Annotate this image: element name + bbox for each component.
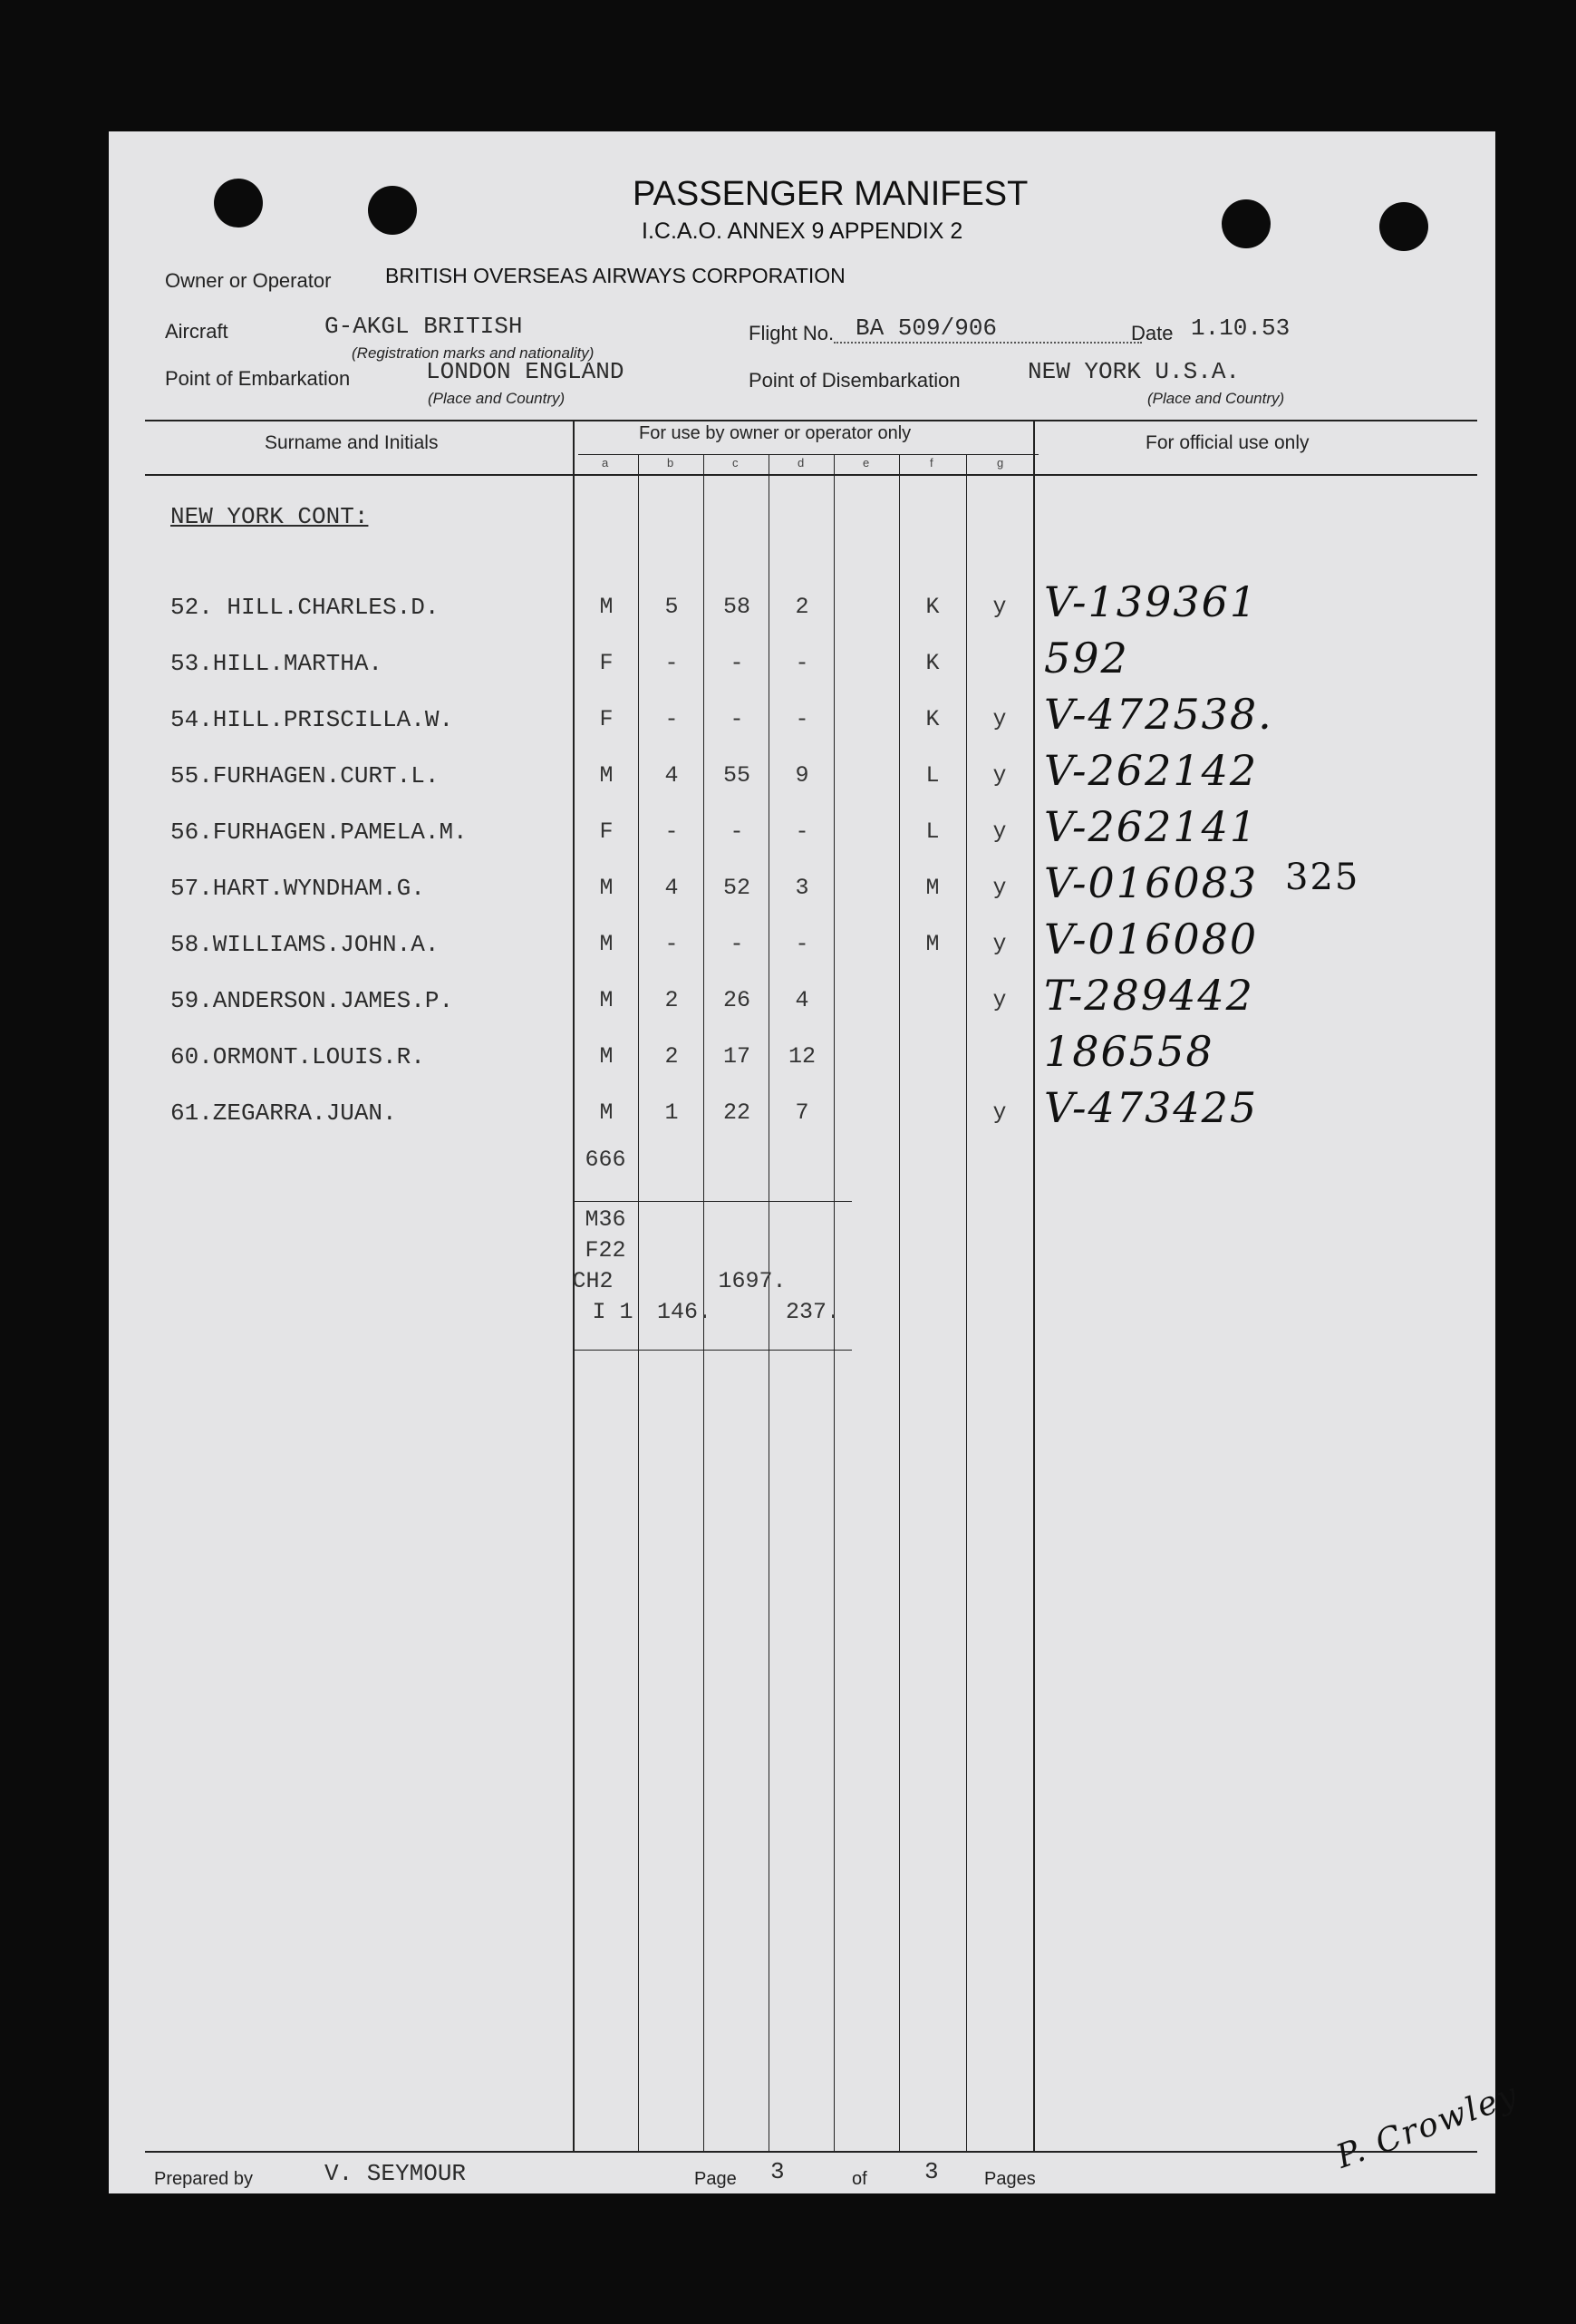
passenger-name: 55.FURHAGEN.CURT.L. [170,762,440,789]
cell-d: - [795,818,809,845]
official-number: V-473425 [1044,1083,1259,1132]
cell-c: 26 [722,987,750,1013]
cell-c: - [730,650,744,676]
owner-value: BRITISH OVERSEAS AIRWAYS CORPORATION [385,264,846,287]
passenger-name: 61.ZEGARRA.JUAN. [170,1099,397,1127]
col-header-official: For official use only [1146,432,1310,453]
cell-g: y [992,987,1007,1013]
total-b: 146. [656,1299,711,1325]
official-number: V-262141 [1044,802,1259,851]
passenger-name: 56.FURHAGEN.PAMELA.M. [170,818,468,846]
cell-d: 9 [795,762,809,789]
aircraft-value: G-AKGL BRITISH [324,313,523,340]
of-value: 3 [924,2158,939,2185]
passenger-name: 52. HILL.CHARLES.D. [170,594,440,621]
cell-g: y [992,875,1007,901]
owner-label: Owner or Operator [165,269,332,292]
cell-a: M [599,1043,614,1070]
pages-label: Pages [984,2169,1036,2189]
total-c: 1697. [718,1268,787,1294]
passenger-name: 53.HILL.MARTHA. [170,650,383,677]
cell-f: L [925,818,940,845]
punch-hole [1379,202,1428,251]
page-title: PASSENGER MANIFEST [633,175,1029,213]
cell-c: - [730,818,744,845]
punch-hole [214,179,263,228]
prepared-label: Prepared by [154,2169,253,2189]
disembark-label: Point of Disembarkation [749,369,961,392]
official-number: V-262142 [1044,746,1259,795]
cell-b: - [664,650,679,676]
official-number: V-016083 [1044,858,1259,907]
cell-b: 4 [664,875,679,901]
manifest-sheet [109,131,1523,2193]
aircraft-note: (Registration marks and nationality) [352,344,595,362]
of-label: of [852,2169,867,2189]
cell-a: F [599,706,614,732]
official-extra-note: 325 [1285,857,1360,898]
cell-b: - [664,706,679,732]
subcol-label: f [930,456,933,470]
cell-b: 5 [664,594,679,620]
cell-b: - [664,931,679,957]
official-number: 592 [1044,634,1129,683]
subcol-label: a [602,456,609,470]
total-f: F22 [585,1237,626,1264]
subcol-label: c [732,456,739,470]
subcol-label: d [798,456,805,470]
cell-g: y [992,762,1007,789]
cell-d: 7 [795,1099,809,1126]
aircraft-label: Aircraft [165,320,228,343]
punch-hole [1222,199,1271,248]
cell-c: - [730,931,744,957]
subcol-label: g [997,456,1004,470]
subcol-label: e [863,456,870,470]
cell-d: - [795,931,809,957]
cell-a: M [599,762,614,789]
cell-a: F [599,818,614,845]
official-number: T-289442 [1044,971,1254,1020]
page-label: Page [694,2169,737,2189]
col-header-surname: Surname and Initials [265,432,439,453]
table-header-rule [145,474,1477,476]
embark-note: (Place and Country) [428,390,566,407]
cell-a: M [599,931,614,957]
cell-d: 2 [795,594,809,620]
totals-rule [575,1201,852,1202]
footer-rule [145,2151,1477,2153]
official-number: V-472538. [1044,690,1273,739]
punch-hole [368,186,417,235]
date-value: 1.10.53 [1191,315,1291,342]
cell-d: 12 [788,1043,816,1070]
cell-g: y [992,818,1007,845]
total-a: 666 [585,1147,626,1173]
cell-c: 55 [722,762,750,789]
total-i: I 1 [592,1299,633,1325]
official-number: V-016080 [1044,915,1259,963]
rule [834,342,1142,344]
flight-value: BA 509/906 [856,315,998,342]
cell-a: F [599,650,614,676]
official-number: 186558 [1044,1027,1214,1076]
cell-d: 3 [795,875,809,901]
total-m: M36 [585,1206,626,1233]
subcol-rule [578,454,1039,455]
disembark-value: NEW YORK U.S.A. [1028,358,1241,385]
cell-g: y [992,706,1007,732]
passenger-name: 54.HILL.PRISCILLA.W. [170,706,454,733]
cell-b: 4 [664,762,679,789]
total-ch: CH2 [572,1268,614,1294]
col-divider [1033,420,1035,2151]
signature: P. Crowley [1331,2076,1523,2176]
cell-a: M [599,594,614,620]
cell-c: 52 [722,875,750,901]
page-value: 3 [770,2158,785,2185]
prepared-value: V. SEYMOUR [324,2160,467,2187]
cell-f: L [925,762,940,789]
subcol-divider [966,454,967,2151]
cell-c: 58 [722,594,750,620]
col-header-owner: For use by owner or operator only [639,423,912,443]
cell-c: 22 [722,1099,750,1126]
page-subtitle: I.C.A.O. ANNEX 9 APPENDIX 2 [642,218,963,244]
cell-g: y [992,1099,1007,1126]
embark-value: LONDON ENGLAND [426,358,624,385]
cell-f: K [925,706,940,732]
subcol-label: b [667,456,674,470]
subcol-divider [899,454,900,2151]
totals-rule [575,1350,852,1351]
table-top-rule [145,420,1477,421]
cell-g: y [992,931,1007,957]
cell-c: - [730,706,744,732]
cell-a: M [599,1099,614,1126]
official-number: V-139361 [1044,577,1259,626]
disembark-note: (Place and Country) [1147,390,1285,407]
cell-b: 1 [664,1099,679,1126]
cell-a: M [599,875,614,901]
section-heading: NEW YORK CONT: [170,503,369,530]
cell-d: 4 [795,987,809,1013]
cell-d: - [795,650,809,676]
embark-label: Point of Embarkation [165,367,351,390]
cell-b: 2 [664,987,679,1013]
passenger-name: 57.HART.WYNDHAM.G. [170,875,425,902]
flight-label: Flight No. [749,322,835,344]
cell-f: K [925,650,940,676]
cell-b: - [664,818,679,845]
cell-a: M [599,987,614,1013]
cell-g: y [992,594,1007,620]
date-label: Date [1131,322,1174,344]
passenger-name: 58.WILLIAMS.JOHN.A. [170,931,440,958]
cell-d: - [795,706,809,732]
total-d: 237. [785,1299,840,1325]
cell-b: 2 [664,1043,679,1070]
cell-f: K [925,594,940,620]
passenger-name: 59.ANDERSON.JAMES.P. [170,987,454,1014]
cell-c: 17 [722,1043,750,1070]
cell-f: M [925,875,940,901]
cell-f: M [925,931,940,957]
passenger-name: 60.ORMONT.LOUIS.R. [170,1043,425,1070]
